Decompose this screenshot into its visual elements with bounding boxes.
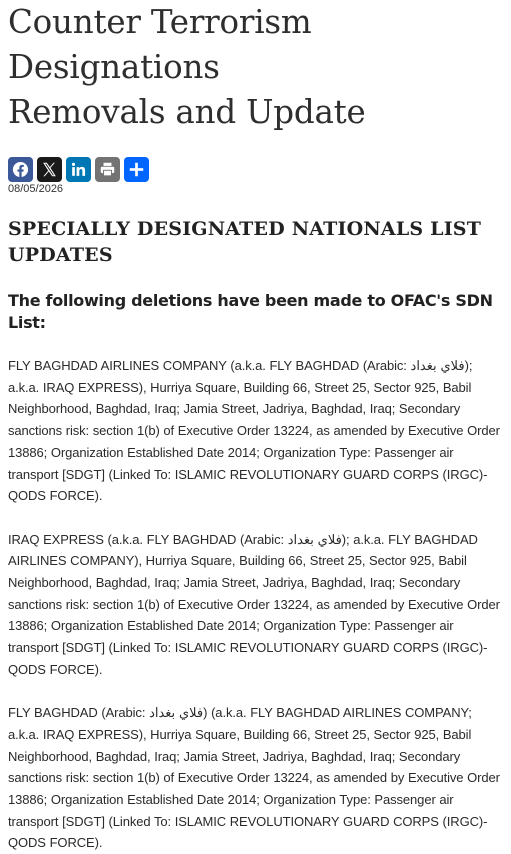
- share-toolbar: [8, 157, 503, 182]
- facebook-share-button[interactable]: [8, 157, 33, 182]
- more-share-button[interactable]: [124, 157, 149, 182]
- plus-icon: [127, 160, 146, 179]
- print-share-button[interactable]: [95, 157, 120, 182]
- page-title-line-2: Removals and Update: [8, 93, 366, 131]
- page-title: [8, 0, 503, 135]
- deletions-subheading: The following deletions have been made to OFAC's SDN List:: [8, 291, 493, 332]
- linkedin-share-button[interactable]: [66, 157, 91, 182]
- sdn-entry: IRAQ EXPRESS (a.k.a. FLY BAGHDAD (Arabic: فلاي بغداد); a.k.a. FLY BAGHDAD AIRLINES COMPANY), Hurriya Square, Building 66, Street 25, Sector 925, Babil Neighborhood, Baghdad, Iraq; Jamia Street, Jadriya, Baghdad, Iraq; Secondary sanctions risk: section 1(b) of Executive Order 13224, as amended by Executive Order 13886; Organization Established Date 2014; Organization Type: Passenger air transport [SDGT] (Linked To: ISLAMIC REVOLUTIONARY GUARD CORPS (IRGC)-QODS FORCE).: [8, 531, 500, 677]
- section-heading: SPECIALLY DESIGNATED NATIONALS LIST UPDATES: [8, 218, 482, 266]
- x-share-button[interactable]: [37, 157, 62, 182]
- print-icon: [98, 160, 117, 179]
- sdn-entry: FLY BAGHDAD (Arabic: فلاي بغداد) (a.k.a. FLY BAGHDAD AIRLINES COMPANY; a.k.a. IRAQ EXPRESS), Hurriya Square, Building 66, Street 25, Sector 925, Babil Neighborhood, Baghdad, Iraq; Jamia Street, Jadriya, Baghdad, Iraq; Secondary sanctions risk: section 1(b) of Executive Order 13224, as amended by Executive Order 13886; Organization Established Date 2014; Organization Type: Passenger air transport [SDGT] (Linked To: ISLAMIC REVOLUTIONARY GUARD CORPS (IRGC)-QODS FORCE).: [8, 705, 500, 851]
- linkedin-icon: [69, 160, 88, 179]
- page-title-line-1: Counter Terrorism Designations: [8, 3, 312, 86]
- x-icon: [40, 160, 59, 179]
- publish-date: 08/05/2026: [8, 183, 64, 195]
- sdn-entry: FLY BAGHDAD AIRLINES COMPANY (a.k.a. FLY BAGHDAD (Arabic: فلاي بغداد); a.k.a. IRAQ EXPRESS), Hurriya Square, Building 66, Street 25, Sector 925, Babil Neighborhood, Baghdad, Iraq; Jamia Street, Jadriya, Baghdad, Iraq; Secondary sanctions risk: section 1(b) of Executive Order 13224, as amended by Executive Order 13886; Organization Established Date 2014; Organization Type: Passenger air transport [SDGT] (Linked To: ISLAMIC REVOLUTIONARY GUARD CORPS (IRGC)-QODS FORCE).: [8, 358, 500, 504]
- facebook-icon: [11, 160, 30, 179]
